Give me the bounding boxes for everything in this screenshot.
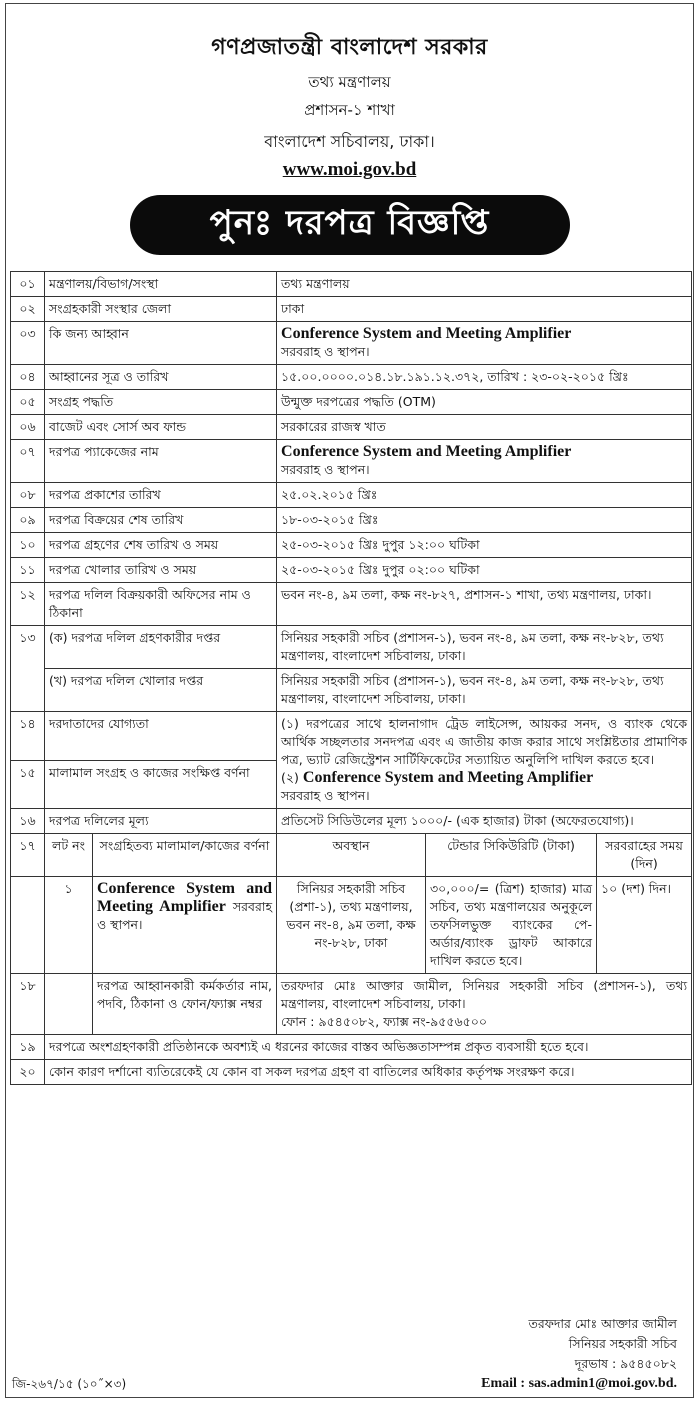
tender-table (10, 271, 692, 1085)
table-row (11, 390, 692, 415)
website-link[interactable]: www.moi.gov.bd (282, 159, 417, 180)
column-header-description: সংগ্রহিতব্য মালামাল/কাজের বর্ণনা (93, 834, 277, 877)
lot-security: ৩০,০০০/= (ত্রিশ) হাজার) মাত্র সচিব, তথ্য মন্ত্রণালয়ের অনুকূলে তফসিলভুক্ত ব্যাংকের পে-অর্ডার/ব্যাংক ড্রাফট আকারে দাখিল করতে হবে। (426, 877, 597, 974)
row-number: ১৮ (11, 974, 45, 1035)
signatory-phone: দূরভাষ : ৯৫৪৫০৮২ (574, 1356, 677, 1371)
row-value: ১৮-০৩-২০১৫ খ্রিঃ (277, 508, 692, 533)
row-value: ২৫-০৩-২০১৫ খ্রিঃ দুপুর ১২:০০ ঘটিকা (277, 533, 692, 558)
row-value: সরকারের রাজস্ব খাত (277, 415, 692, 440)
table-row (11, 440, 692, 483)
signatory-name: তরফদার মোঃ আক্তার জামীল (528, 1316, 677, 1331)
publication-code: জি-২৬৭/১৫ (১০˝×৩) (12, 1377, 127, 1391)
row-label: দরপত্র আহ্বানকারী কর্মকর্তার নাম, পদবি, ঠিকানা ও ফোন/ফ্যাক্স নম্বর (93, 974, 277, 1035)
row-number: ০৯ (11, 508, 45, 533)
row-label: দরপত্র গ্রহণের শেষ তারিখ ও সময় (45, 533, 277, 558)
row-number: ১২ (11, 583, 45, 626)
table-row (11, 809, 692, 834)
table-row (11, 415, 692, 440)
table-row (11, 877, 692, 974)
table-row (11, 533, 692, 558)
row-label: কি জন্য আহ্বান (45, 322, 277, 365)
ministry-name: তথ্য মন্ত্রণালয় (308, 73, 391, 91)
branch-name: প্রশাসন-১ শাখা (304, 101, 395, 119)
row-value (277, 712, 692, 809)
row-label: দরপত্র দলিল বিক্রয়কারী অফিসের নাম ও ঠিকানা (45, 583, 277, 626)
row-value: ঢাকা (277, 297, 692, 322)
row-label: সংগ্রহকারী সংস্থার জেলা (45, 297, 277, 322)
row-value: সিনিয়র সহকারী সচিব (প্রশাসন-১), ভবন নং-৪, ৯ম তলা, কক্ষ নং-৮২৮, তথ্য মন্ত্রণালয়, বাংলাদেশ সচিবালয়, ঢাকা। (277, 626, 692, 669)
row-label: (ক) দরপত্র দলিল গ্রহণকারীর দপ্তর (45, 626, 277, 669)
english-item-name: Conference System and Meeting Amplifier (97, 880, 273, 915)
column-header-location: অবস্থান (277, 834, 426, 877)
row-number: ০৫ (11, 390, 45, 415)
row-value: কোন কারণ দর্শানো ব্যতিরেকেই যে কোন বা সকল দরপত্র গ্রহণ বা বাতিলের অধিকার কর্তৃপক্ষ সংরক্ষণ করে। (45, 1060, 692, 1085)
signatory-title: সিনিয়র সহকারী সচিব (568, 1336, 677, 1351)
row-label: মন্ত্রণালয়/বিভাগ/সংস্থা (45, 272, 277, 297)
row-number: ১৪ (11, 712, 45, 761)
table-row (11, 974, 692, 1035)
table-row (11, 365, 692, 390)
row-label: মালামাল সংগ্রহ ও কাজের সংক্ষিপ্ত বর্ণনা (45, 760, 277, 809)
notice-header (6, 30, 693, 181)
row-label: দরপত্র প্যাকেজের নাম (45, 440, 277, 483)
row-value (277, 440, 692, 483)
officer-details: তরফদার মোঃ আক্তার জামীল, সিনিয়র সহকারী সচিব (প্রশাসন-১), তথ্য মন্ত্রণালয়, বাংলাদেশ সচিবালয়, ঢাকা। (281, 978, 688, 1011)
row-value-text: সরবরাহ ও স্থাপন। (281, 462, 370, 477)
table-row (11, 583, 692, 626)
row-label: আহ্বানের সূত্র ও তারিখ (45, 365, 277, 390)
row-number: ১৫ (11, 760, 45, 809)
row-label: দরপত্র বিক্রয়ের শেষ তারিখ (45, 508, 277, 533)
table-row (11, 322, 692, 365)
signature-block (481, 1314, 677, 1394)
empty-cell (45, 974, 93, 1035)
lot-delivery-time: ১০ (দশ) দিন। (597, 877, 692, 974)
english-item-name: Conference System and Meeting Amplifier (281, 325, 572, 342)
row-number: ০১ (11, 272, 45, 297)
row-number: ০৬ (11, 415, 45, 440)
row-number: ১৯ (11, 1035, 45, 1060)
row-value: তথ্য মন্ত্রণালয় (277, 272, 692, 297)
row-label: দরপত্র প্রকাশের তারিখ (45, 483, 277, 508)
row-value-text: সরবরাহ ও স্থাপন। (281, 788, 370, 803)
item-prefix: (২) (281, 770, 299, 785)
table-row (11, 1060, 692, 1085)
row-number: ০৭ (11, 440, 45, 483)
empty-cell (11, 877, 45, 974)
qualification-text: (১) দরপত্রের সাথে হালনাগাদ ট্রেড লাইসেন্স, আয়কর সনদ, ও ব্যাংক থেকে আর্থিক সচ্ছলতার সনদপত্র এবং এ জাতীয় কাজ করার সাথে সংশ্লিষ্টতার প্রামাণিক পত্র, ভ্যাট রেজিস্ট্রেশন সার্টিফিকেটের সত্যায়িত অনুলিপি দাখিল করতে হবে। (281, 716, 688, 767)
officer-phone: ফোন : ৯৫৪৫০৮২, ফ্যাক্স নং-৯৫৫৬৫০০ (281, 1014, 487, 1029)
row-value: উন্মুক্ত দরপত্রের পদ্ধতি (OTM) (277, 390, 692, 415)
row-value: ২৫-০৩-২০১৫ খ্রিঃ দুপুর ০২:০০ ঘটিকা (277, 558, 692, 583)
column-header-security: টেন্ডার সিকিউরিটি (টাকা) (426, 834, 597, 877)
row-number: ১০ (11, 533, 45, 558)
column-header-lot: লট নং (45, 834, 93, 877)
row-value (277, 974, 692, 1035)
table-row (11, 558, 692, 583)
table-row (11, 669, 692, 712)
row-number: ০৩ (11, 322, 45, 365)
row-number: ০৪ (11, 365, 45, 390)
table-row (11, 483, 692, 508)
row-value: ভবন নং-৪, ৯ম তলা, কক্ষ নং-৮২৭, প্রশাসন-১ শাখা, তথ্য মন্ত্রণালয়, ঢাকা। (277, 583, 692, 626)
lot-description-text: সরবরাহ ও স্থাপন। (97, 899, 273, 932)
row-number: ১৭ (11, 834, 45, 877)
tender-notice-page (5, 3, 694, 1398)
row-label: দরদাতাদের যোগ্যতা (45, 712, 277, 761)
row-value-text: সরবরাহ ও স্থাপন। (281, 344, 370, 359)
row-number: ১১ (11, 558, 45, 583)
row-value: প্রতিসেট সিডিউলের মূল্য ১০০০/- (এক হাজার) টাকা (অফেরতযোগ্য)। (277, 809, 692, 834)
row-label: (খ) দরপত্র দলিল খোলার দপ্তর (45, 669, 277, 712)
office-address: বাংলাদেশ সচিবালয়, ঢাকা। (264, 132, 435, 151)
lot-description (93, 877, 277, 974)
table-row (11, 712, 692, 761)
row-label: সংগ্রহ পদ্ধতি (45, 390, 277, 415)
row-number: ১৬ (11, 809, 45, 834)
column-header-delivery-time: সরবরাহের সময় (দিন) (597, 834, 692, 877)
table-row (11, 297, 692, 322)
row-value (277, 322, 692, 365)
govt-title: গণপ্রজাতন্ত্রী বাংলাদেশ সরকার (211, 35, 488, 60)
row-value: ২৫.০২.২০১৫ খ্রিঃ (277, 483, 692, 508)
row-value: ১৫.০০.০০০০.০১৪.১৮.১৯১.১২.৩৭২, তারিখ : ২৩-০২-২০১৫ খ্রিঃ (277, 365, 692, 390)
row-number: ২০ (11, 1060, 45, 1085)
signatory-email[interactable]: Email : sas.admin1@moi.gov.bd. (481, 1376, 677, 1391)
english-item-name: Conference System and Meeting Amplifier (302, 769, 594, 786)
row-label: দরপত্র খোলার তারিখ ও সময় (45, 558, 277, 583)
row-value: সিনিয়র সহকারী সচিব (প্রশাসন-১), ভবন নং-৪, ৯ম তলা, কক্ষ নং-৮২৮, তথ্য মন্ত্রণালয়, বাংলাদেশ সচিবালয়, ঢাকা। (277, 669, 692, 712)
table-row (11, 508, 692, 533)
row-label: বাজেট এবং সোর্স অব ফান্ড (45, 415, 277, 440)
row-value: দরপত্রে অংশগ্রহণকারী প্রতিষ্ঠানকে অবশ্যই এ ধরনের কাজের বাস্তব অভিজ্ঞতাসম্পন্ন প্রকৃত ব্যবসায়ী হতে হবে। (45, 1035, 692, 1060)
lot-location: সিনিয়র সহকারী সচিব (প্রশা-১), তথ্য মন্ত্রণালয়, ভবন নং-৪, ৯ম তলা, কক্ষ নং-৮২৮, ঢাকা (277, 877, 426, 974)
notice-banner: পুনঃ দরপত্র বিজ্ঞপ্তি (130, 195, 570, 255)
row-number: ১৩ (11, 626, 45, 712)
english-item-name: Conference System and Meeting Amplifier (281, 443, 572, 460)
table-row (11, 1035, 692, 1060)
lot-number: ১ (45, 877, 93, 974)
row-number: ০২ (11, 297, 45, 322)
row-number: ০৮ (11, 483, 45, 508)
row-label: দরপত্র দলিলের মূল্য (45, 809, 277, 834)
table-row (11, 834, 692, 877)
table-row (11, 272, 692, 297)
table-row (11, 626, 692, 669)
